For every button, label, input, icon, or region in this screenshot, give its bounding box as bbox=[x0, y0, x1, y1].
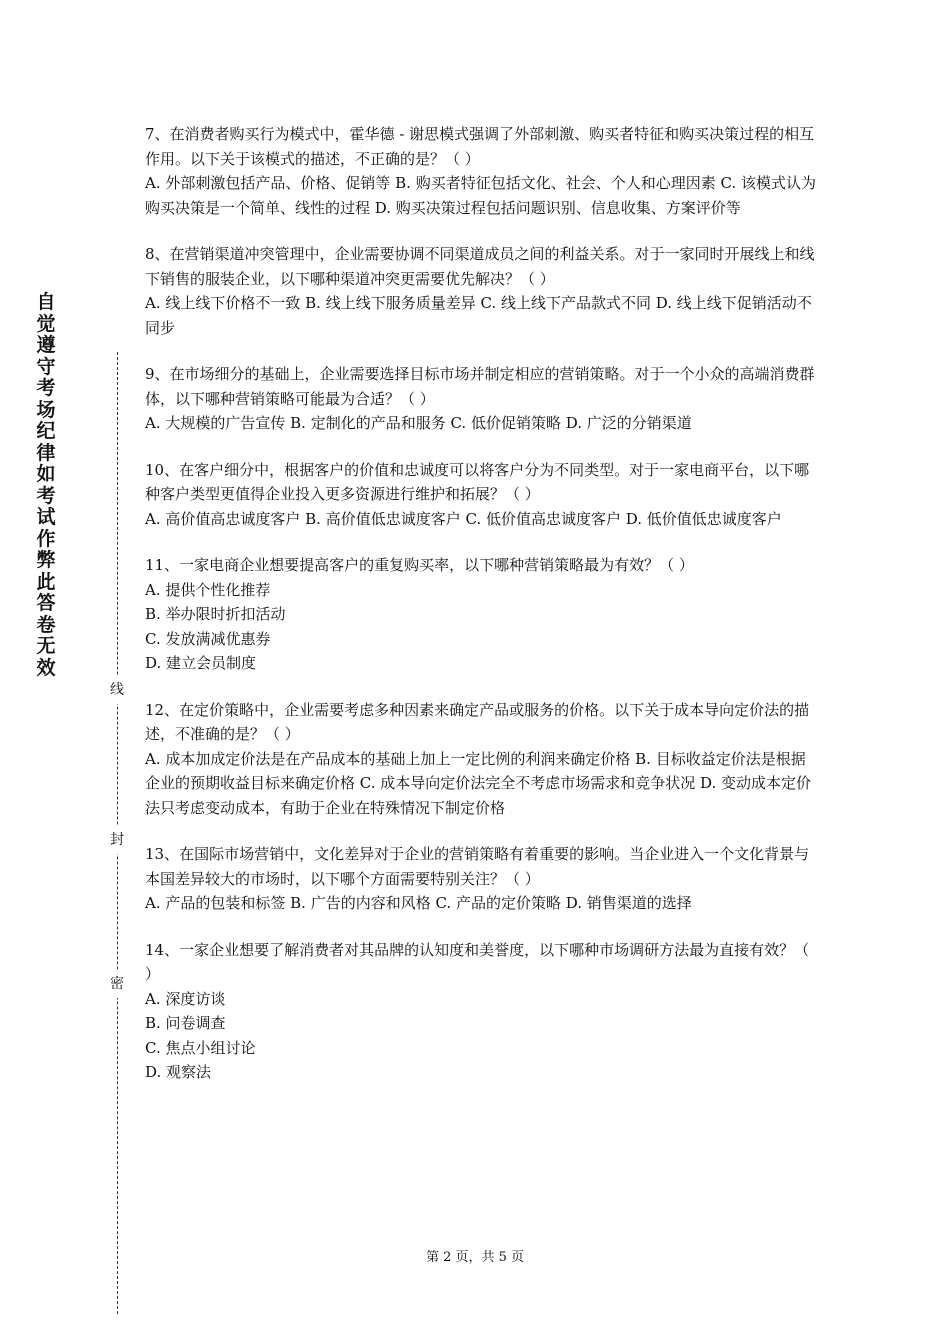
option-b: B. 问卷调查 bbox=[145, 1014, 226, 1032]
question-stem: 12、在定价策略中，企业需要考虑多种因素来确定产品或服务的价格。以下关于成本导向定价法的描述，不准确的是？（ ） bbox=[145, 700, 810, 743]
question-stem: 11、一家电商企业想要提高客户的重复购买率，以下哪种营销策略最为有效？（ ） bbox=[145, 556, 694, 574]
question-options: A. 高价值高忠诚度客户 B. 高价值低忠诚度客户 C. 低价值高忠诚度客户 D. 低价值低忠诚度客户 bbox=[145, 509, 782, 528]
binding-mark-line: 线 bbox=[104, 676, 130, 704]
question-10 bbox=[145, 458, 820, 532]
question-stem: 14、一家企业想要了解消费者对其品牌的认知度和美誉度，以下哪种市场调研方法最为直接有效？（ ） bbox=[145, 940, 810, 983]
question-8 bbox=[145, 242, 820, 340]
question-options: A. 成本加成定价法是在产品成本的基础上加上一定比例的利润来确定价格 B. 目标收益定价法是根据企业的预期收益目标来确定价格 C. 成本导向定价法完全不考虑市场需求和竞争状况 D. 变动成本定价法只考虑变动成本，有助于企业在特殊情况下制定价格 bbox=[145, 749, 812, 817]
option-a: A. 深度访谈 bbox=[145, 989, 226, 1008]
question-14 bbox=[145, 938, 820, 1085]
question-stem: 10、在客户细分中，根据客户的价值和忠诚度可以将客户分为不同类型。对于一家电商平台，以下哪种客户类型更值得企业投入更多资源进行维护和拓展？（ ） bbox=[145, 460, 810, 503]
question-9 bbox=[145, 362, 820, 436]
question-list bbox=[145, 122, 820, 1107]
option-a: A. 提供个性化推荐 bbox=[145, 580, 271, 599]
option-c: C. 发放满减优惠券 bbox=[145, 629, 271, 648]
binding-mark-secret: 密 bbox=[104, 970, 130, 998]
question-13 bbox=[145, 842, 820, 916]
question-stem: 9、在市场细分的基础上，企业需要选择目标市场并制定相应的营销策略。对于一个小众的高端消费群体，以下哪种营销策略可能最为合适？（ ） bbox=[145, 365, 815, 408]
page-number: 第 2 页，共 5 页 bbox=[425, 1250, 525, 1265]
exam-discipline-warning: 自觉遵守考场纪律如考试作弊此答卷无效 bbox=[36, 291, 56, 679]
question-options: A. 外部刺激包括产品、价格、促销等 B. 购买者特征包括文化、社会、个人和心理因素 C. 该模式认为购买决策是一个简单、线性的过程 D. 购买决策过程包括问题识别、信息收集、方案评价等 bbox=[145, 174, 816, 217]
question-12 bbox=[145, 698, 820, 821]
question-stem: 8、在营销渠道冲突管理中，企业需要协调不同渠道成员之间的利益关系。对于一家同时开展线上和线下销售的服装企业，以下哪种渠道冲突更需要优先解决？（ ） bbox=[145, 245, 815, 288]
question-stem: 13、在国际市场营销中，文化差异对于企业的营销策略有着重要的影响。当企业进入一个文化背景与本国差异较大的市场时，以下哪个方面需要特别关注？（ ） bbox=[145, 845, 810, 888]
question-11 bbox=[145, 553, 820, 676]
option-c: C. 焦点小组讨论 bbox=[145, 1038, 256, 1057]
binding-mark-seal: 封 bbox=[104, 826, 130, 854]
option-b: B. 举办限时折扣活动 bbox=[145, 605, 286, 623]
question-options: A. 线上线下价格不一致 B. 线上线下服务质量差异 C. 线上线下产品款式不同 D. 线上线下促销活动不同步 bbox=[145, 294, 812, 337]
question-options: A. 产品的包装和标签 B. 广告的内容和风格 C. 产品的定价策略 D. 销售渠道的选择 bbox=[145, 894, 692, 912]
question-stem: 7、在消费者购买行为模式中，霍华德 - 谢思模式强调了外部刺激、购买者特征和购买决策过程的相互作用。以下关于该模式的描述，不正确的是？（ ） bbox=[145, 125, 815, 168]
option-d: D. 建立会员制度 bbox=[145, 654, 257, 672]
option-d: D. 观察法 bbox=[145, 1063, 212, 1081]
question-7 bbox=[145, 122, 820, 220]
question-options: A. 大规模的广告宣传 B. 定制化的产品和服务 C. 低价促销策略 D. 广泛的分销渠道 bbox=[145, 414, 692, 432]
